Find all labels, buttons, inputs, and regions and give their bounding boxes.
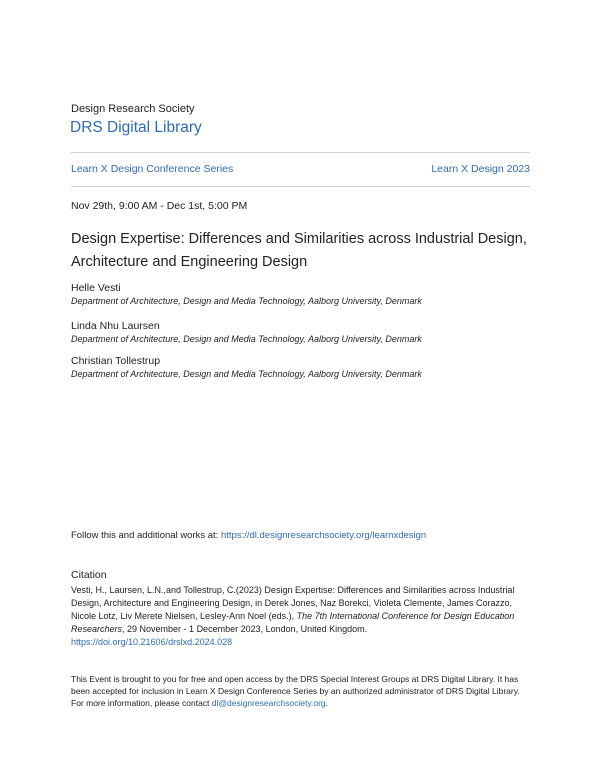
author-name: Helle Vesti	[71, 282, 121, 294]
follow-text: Follow this and additional works at:	[71, 530, 221, 541]
follow-line	[71, 530, 426, 541]
top-divider	[71, 152, 530, 153]
author-affiliation: Department of Architecture, Design and Media Technology, Aalborg University, Denmark	[71, 369, 422, 379]
notice-text: This Event is brought to you for free and open access by the DRS Special Interest Groups at DRS Digital Library. It has been accepted for inclusion in Learn X Design Conference Series by an authorized administrator of DRS Digital Library. For more information, please contact	[71, 674, 520, 708]
notice-end: .	[325, 698, 329, 708]
event-date: Nov 29th, 9:00 AM - Dec 1st, 5:00 PM	[71, 200, 248, 212]
citation-body-end: , 29 November - 1 December 2023, London, United Kingdom.	[122, 624, 368, 634]
author-name: Linda Nhu Laursen	[71, 320, 160, 332]
follow-link[interactable]: https://dl.designresearchsociety.org/learnxdesign	[220, 530, 427, 541]
citation-heading: Citation	[71, 569, 107, 581]
author-name: Christian Tollestrup	[71, 355, 161, 367]
citation-book-title: The 7th International Conference for Design Education Researchers	[71, 611, 515, 634]
citation-text	[71, 584, 533, 649]
paper-title: Design Expertise: Differences and Similarities across Industrial Design, Architecture and Engineering Design	[71, 231, 527, 270]
bottom-divider	[71, 186, 530, 187]
series-link[interactable]: Learn X Design Conference Series	[71, 163, 234, 175]
access-notice	[71, 673, 533, 709]
author-affiliation: Department of Architecture, Design and Media Technology, Aalborg University, Denmark	[71, 334, 422, 344]
library-link[interactable]: DRS Digital Library	[70, 119, 202, 136]
org-name: Design Research Society	[71, 103, 195, 115]
contact-email-link[interactable]: dl@designresearchsociety.org	[211, 698, 326, 708]
citation-body: Vesti, H., Laursen, L.N.,and Tollestrup, C.(2023) Design Expertise: Differences and Similarities across Industrial Design, Architecture and Engineering Design, in Derek Jones, Naz Borekci, Violeta Clemente, James Corazzo, Nicole Lotz, Liv Merete Nielsen, Lesley-Ann Noel (eds.),	[71, 585, 515, 621]
doi-link[interactable]: https://doi.org/10.21606/drslxd.2024.028	[71, 637, 233, 647]
event-link[interactable]: Learn X Design 2023	[431, 163, 530, 175]
author-affiliation: Department of Architecture, Design and Media Technology, Aalborg University, Denmark	[71, 296, 422, 306]
